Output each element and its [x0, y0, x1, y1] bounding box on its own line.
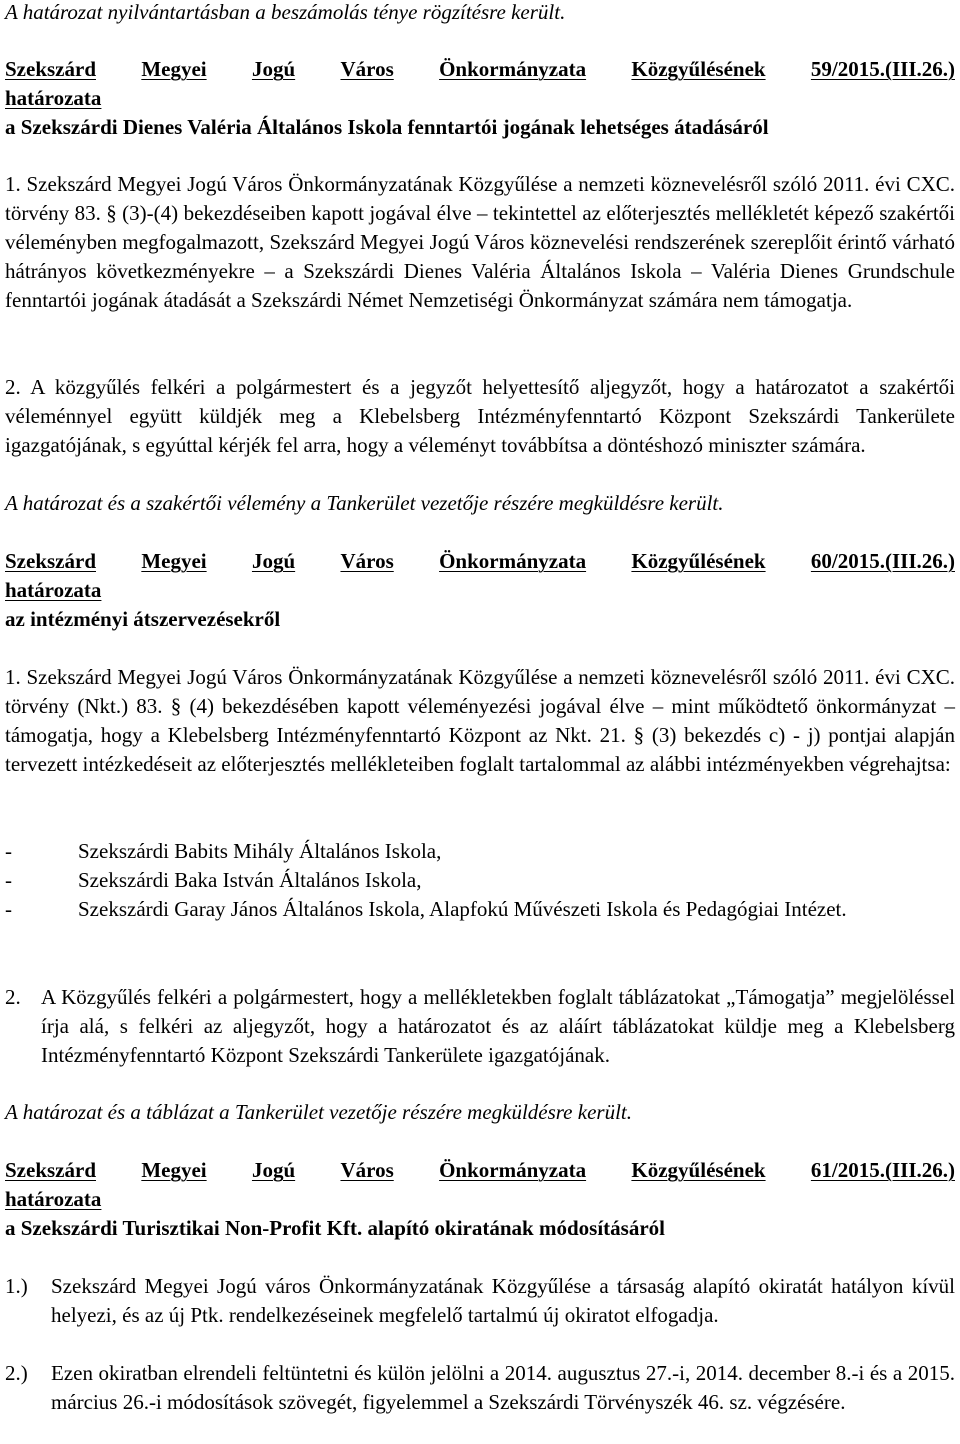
resolution-60-header — [5, 547, 955, 634]
institution-list-item: - Szekszárdi Babits Mihály Általános Iskola, — [5, 839, 442, 863]
institution-list-item: - Szekszárdi Garay János Általános Iskola, Alapfokú Művészeti Iskola és Pedagógiai Intézet. — [5, 897, 847, 921]
resolution-60-point-1: 1. Szekszárd Megyei Jogú Város Önkormányzatának Közgyűlése a nemzeti köznevelésről szóló 2011. évi CXC. törvény (Nkt.) 83. § (4) bekezdésében kapott véleményezési jogával élve – mint működtető önkormányzat – támogatja, hogy a Klebelsberg Intézményfenntartó Központ az Nkt. 21. § (3) bekezdés c) - j) pontjai alapján tervezett intézkedéseit az előterjesztés mellékleteiben foglalt tartalommal az alábbi intézményekben végrehajtsa: — [5, 665, 955, 776]
resolution-61-heading: Szekszárd Megyei Jogú Város Önkormányzata Közgyűlésének 61/2015.(III.26.) — [5, 1158, 955, 1182]
resolution-59-subject: a Szekszárdi Dienes Valéria Általános Iskola fenntartói jogának lehetséges átadásáról — [5, 115, 769, 139]
resolution-61-subject: a Szekszárdi Turisztikai Non-Profit Kft. alapító okiratának módosításáról — [5, 1216, 665, 1240]
resolution-60-heading: Szekszárd Megyei Jogú Város Önkormányzata Közgyűlésének 60/2015.(III.26.) — [5, 549, 955, 573]
resolution-61-label: határozata — [5, 1187, 102, 1211]
resolution-59-label: határozata — [5, 86, 102, 110]
institution-list-item: - Szekszárdi Baka István Általános Iskola, — [5, 868, 422, 892]
resolution-60-label: határozata — [5, 578, 102, 602]
resolution-59-point-1: 1. Szekszárd Megyei Jogú Város Önkormányzatának Közgyűlése a nemzeti köznevelésről szóló 2011. évi CXC. törvény 83. § (3)-(4) bekezdéseiben kapott jogával élve – tekintettel az előterjesztés mellékletét képező szakértői véleményben megfogalmazott, Szekszárd Megyei Jogú Város köznevelési rendszerének szereplőit érintő várható hátrányos következményekre – a Szekszárdi Dienes Valéria Általános Iskola – Valéria Dienes Grundschule fenntartói jogának átadását a Szekszárdi Német Nemzetiségi Önkormányzat számára nem támogatja. — [5, 172, 955, 312]
resolution-60-note: A határozat és a táblázat a Tankerület vezetője részére megküldésre került. — [5, 1100, 632, 1124]
resolution-59-note: A határozat és a szakértői vélemény a Tankerület vezetője részére megküldésre került. — [5, 491, 724, 515]
resolution-59-point-2: 2. A közgyűlés felkéri a polgármestert és a jegyzőt helyettesítő aljegyzőt, hogy a határozatot a szakértői véleménnyel együtt küldjék meg a Klebelsberg Intézményfenntartó Központ Szekszárdi Tankerülete igazgatójának, s egyúttal kérjék fel arra, hogy a véleményt továbbítsa a döntéshozó miniszter számára. — [5, 375, 955, 457]
resolution-61-point-1: 1.) Szekszárd Megyei Jogú város Önkormányzatának Közgyűlése a társaság alapító okiratát hatályon kívül helyezi, és az új Ptk. rendelkezéseinek megfelelő tartalmú új okiratot elfogadja. — [5, 1274, 955, 1327]
resolution-59-header — [5, 55, 955, 142]
resolution-61-point-2: 2.) Ezen okiratban elrendeli feltüntetni és külön jelölni a 2014. augusztus 27.-i, 2014. december 8.-i és a 2015. március 26.-i módosítások szövegét, figyelemmel a Szekszárdi Törvényszék 46. sz. végzésére. — [5, 1361, 955, 1414]
resolution-60-point-2: 2. A Közgyűlés felkéri a polgármestert, hogy a mellékletekben foglalt táblázatokat „Támogatja” megjelöléssel írja alá, s felkéri az aljegyzőt, hogy a határozatot és az aláírt táblázatokat küldje meg a Klebelsberg Intézményfenntartó Központ Szekszárdi Tankerülete igazgatójának. — [5, 985, 955, 1067]
resolution-59-heading: Szekszárd Megyei Jogú Város Önkormányzata Közgyűlésének 59/2015.(III.26.) — [5, 57, 955, 81]
resolution-61-header — [5, 1156, 955, 1243]
resolution-60-subject: az intézményi átszervezésekről — [5, 607, 281, 631]
intro-note: A határozat nyilvántartásban a beszámolás ténye rögzítésre került. — [5, 0, 566, 24]
